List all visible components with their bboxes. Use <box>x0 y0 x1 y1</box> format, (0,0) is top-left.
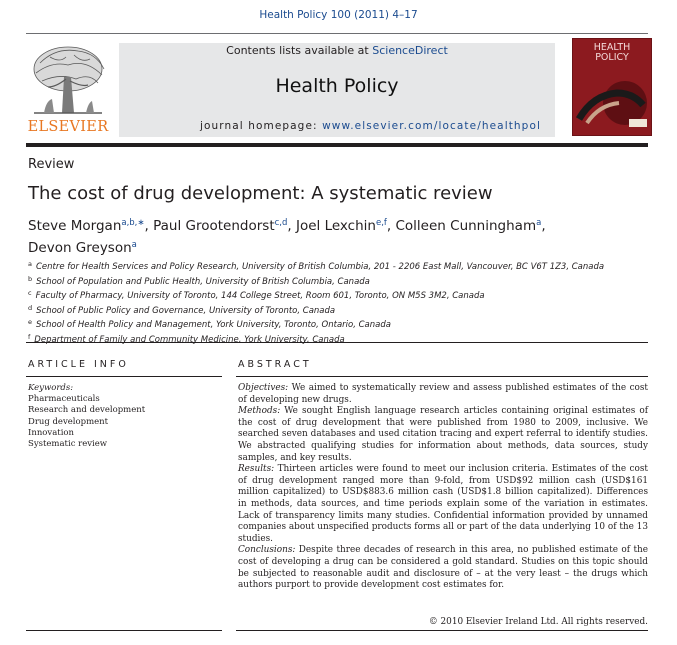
author[interactable]: Steve Morgan$^{a,b,∗}$, <box>28 218 149 234</box>
affiliations-list <box>28 259 648 347</box>
abstract-rule <box>236 376 648 377</box>
author-name[interactable]: Colleen Cunningham <box>395 218 537 234</box>
abstract-methods: Methods: We sought English language research articles containing original estimates of the cost of drug development that were published from 1980 to 2009, inclusive. We searched seven databases and used citation tracing and expert referral to identify studies. We abstracted qualifying studies for information about methods, data sources, study samples, and key results. <box>238 406 648 463</box>
author-name[interactable]: Joel Lexchin <box>295 218 376 234</box>
abstract-body <box>238 383 648 592</box>
copyright-notice: © 2010 Elsevier Ireland Ltd. All rights reserved. <box>428 617 648 627</box>
article-info-bottom-rule <box>26 630 222 631</box>
author[interactable] <box>28 240 137 256</box>
author-affiliation-marks[interactable]: c,d <box>274 218 288 228</box>
cover-title: HEALTH POLICY <box>593 42 631 63</box>
masthead-top-rule <box>26 33 648 34</box>
article-title: The cost of drug development: A systematic review <box>28 183 493 204</box>
author[interactable]: Colleen Cunningham$^a$, <box>395 218 546 234</box>
contents-prefix: Contents lists available at <box>226 44 373 57</box>
author[interactable]: Joel Lexchin$^{e,f}$, <box>295 218 392 234</box>
abstract-objectives: Objectives: We aimed to systematically review and assess published estimates of the cost of developing new drugs. <box>238 383 648 405</box>
affiliation: $^c$ Faculty of Pharmacy, University of Toronto, 144 College Street, Room 601, Toronto, ON M5S 3M2, Canada <box>28 289 485 302</box>
masthead-bottom-rule <box>26 143 648 147</box>
article-type: Review <box>28 157 75 172</box>
affiliation: $^f$ Department of Family and Community Medicine, York University, Canada <box>28 332 345 345</box>
abstract-conclusions: Conclusions: Despite three decades of research in this area, no published estimate of the cost of developing a drug can be considered a gold standard. Studies on this topic should be subjected to reasonable audit and disclosure of – at the very least – the drugs which authors purport to provide development cost estimates for. <box>238 545 648 591</box>
journal-title: Health Policy <box>275 75 399 97</box>
author-name[interactable]: Paul Grootendorst <box>153 218 275 234</box>
homepage-label: journal homepage: <box>199 120 318 132</box>
author-affiliation-marks[interactable]: a <box>131 240 137 250</box>
abstract-heading: ABSTRACT <box>238 359 312 370</box>
author[interactable]: Paul Grootendorst$^{c,d}$, <box>153 218 292 234</box>
homepage-url-link[interactable]: www.elsevier.com/locate/healthpol <box>322 120 541 132</box>
affiliation: $^d$ School of Public Policy and Governance, University of Toronto, Canada <box>28 303 336 316</box>
keyword: Drug development <box>28 416 109 427</box>
section-divider <box>26 342 648 343</box>
author-name[interactable]: Steve Morgan <box>28 218 122 234</box>
affiliation: $^b$ School of Population and Public Health, University of British Columbia, Canada <box>28 274 370 287</box>
sciencedirect-link[interactable]: ScienceDirect <box>372 44 448 57</box>
keyword: Research and development <box>28 405 146 416</box>
keywords-label: Keywords: <box>28 383 74 393</box>
author-name[interactable]: Devon Greyson <box>28 240 132 256</box>
author-affiliation-marks[interactable]: e,f <box>375 218 387 228</box>
author-affiliation-marks[interactable]: a,b,∗ <box>121 218 145 228</box>
affiliation: $^e$ School of Health Policy and Management, York University, Toronto, Ontario, Canada <box>28 318 391 331</box>
journal-cover-image <box>572 38 652 136</box>
keyword: Innovation <box>28 427 75 438</box>
affiliation: $^a$ Centre for Health Services and Policy Research, University of British Columbia, 201 - 2206 East Mall, Vancouver, BC V6T 1Z3, Canada <box>28 260 605 272</box>
keyword: Systematic review <box>28 439 108 450</box>
keyword: Pharmaceuticals <box>28 394 100 405</box>
author-list <box>28 214 648 258</box>
keywords-block <box>28 383 218 450</box>
elsevier-wordmark: ELSEVIER <box>27 119 109 135</box>
contents-lists-line <box>119 44 555 57</box>
abstract-results: Results: Thirteen articles were found to meet our inclusion criteria. Estimates of the cost of drug development ranged more than 9-fold, from USD$92 million cash (USD$161 million capitalized) to USD$883.6 million cash (USD$1.8 billion capitalized). Differences in methods, data sources, and time periods explain some of the variation in estimates. Lack of transparency limits many studies. Confidential information provided by unnamed companies about unspecified products forms all or part of the data underlying 10 of the 13 studies. <box>238 464 648 544</box>
article-info-heading: ARTICLE INFO <box>28 359 129 370</box>
journal-reference[interactable]: Health Policy 100 (2011) 4–17 <box>259 9 418 21</box>
journal-homepage-line <box>119 120 555 132</box>
author-affiliation-marks[interactable]: a <box>536 218 542 228</box>
abstract-bottom-rule <box>236 630 648 631</box>
article-info-rule <box>26 376 222 377</box>
